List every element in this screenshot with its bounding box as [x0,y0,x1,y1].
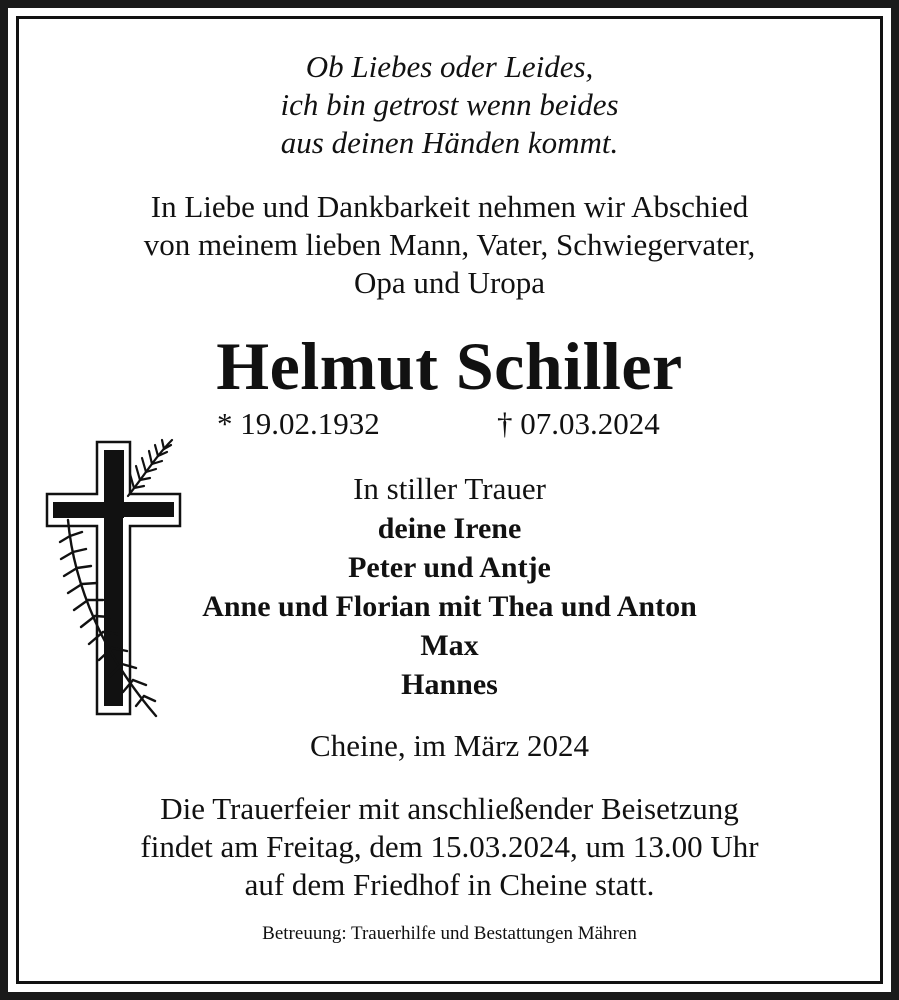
mourner-2: Peter und Antje [348,551,551,584]
intro-line-2: von meinem lieben Mann, Vater, Schwiegervater, [143,227,756,262]
mourner-5: Hannes [401,668,498,701]
ceremony-line-2: findet am Freitag, dem 15.03.2024, um 13.00 Uhr [140,829,759,864]
verse-line-1: Ob Liebes oder Leides, [305,49,594,84]
mourning-intro: In stiller Trauer [353,471,546,506]
intro-line-1: In Liebe und Dankbarkeit nehmen wir Abschied [150,189,749,224]
verse-line-3: aus deinen Händen kommt. [280,125,619,160]
intro-line-3: Opa und Uropa [353,265,546,300]
place-date: Cheine, im März 2024 [310,728,589,763]
mourner-3: Anne und Florian mit Thea und Anton [202,590,697,623]
mourner-1: deine Irene [377,512,522,545]
footer-credit: Betreuung: Trauerhilfe und Bestattungen Mähren [262,923,637,944]
verse-line-2: ich bin getrost wenn beides [280,87,619,122]
birth-date: * 19.02.1932 [217,406,380,441]
mourner-4: Max [420,629,479,662]
ceremony-line-1: Die Trauerfeier mit anschließender Beisetzung [160,791,739,826]
deceased-name: Helmut Schiller [216,328,683,404]
death-date: † 07.03.2024 [497,406,660,441]
ceremony-line-3: auf dem Friedhof in Cheine statt. [244,867,655,902]
